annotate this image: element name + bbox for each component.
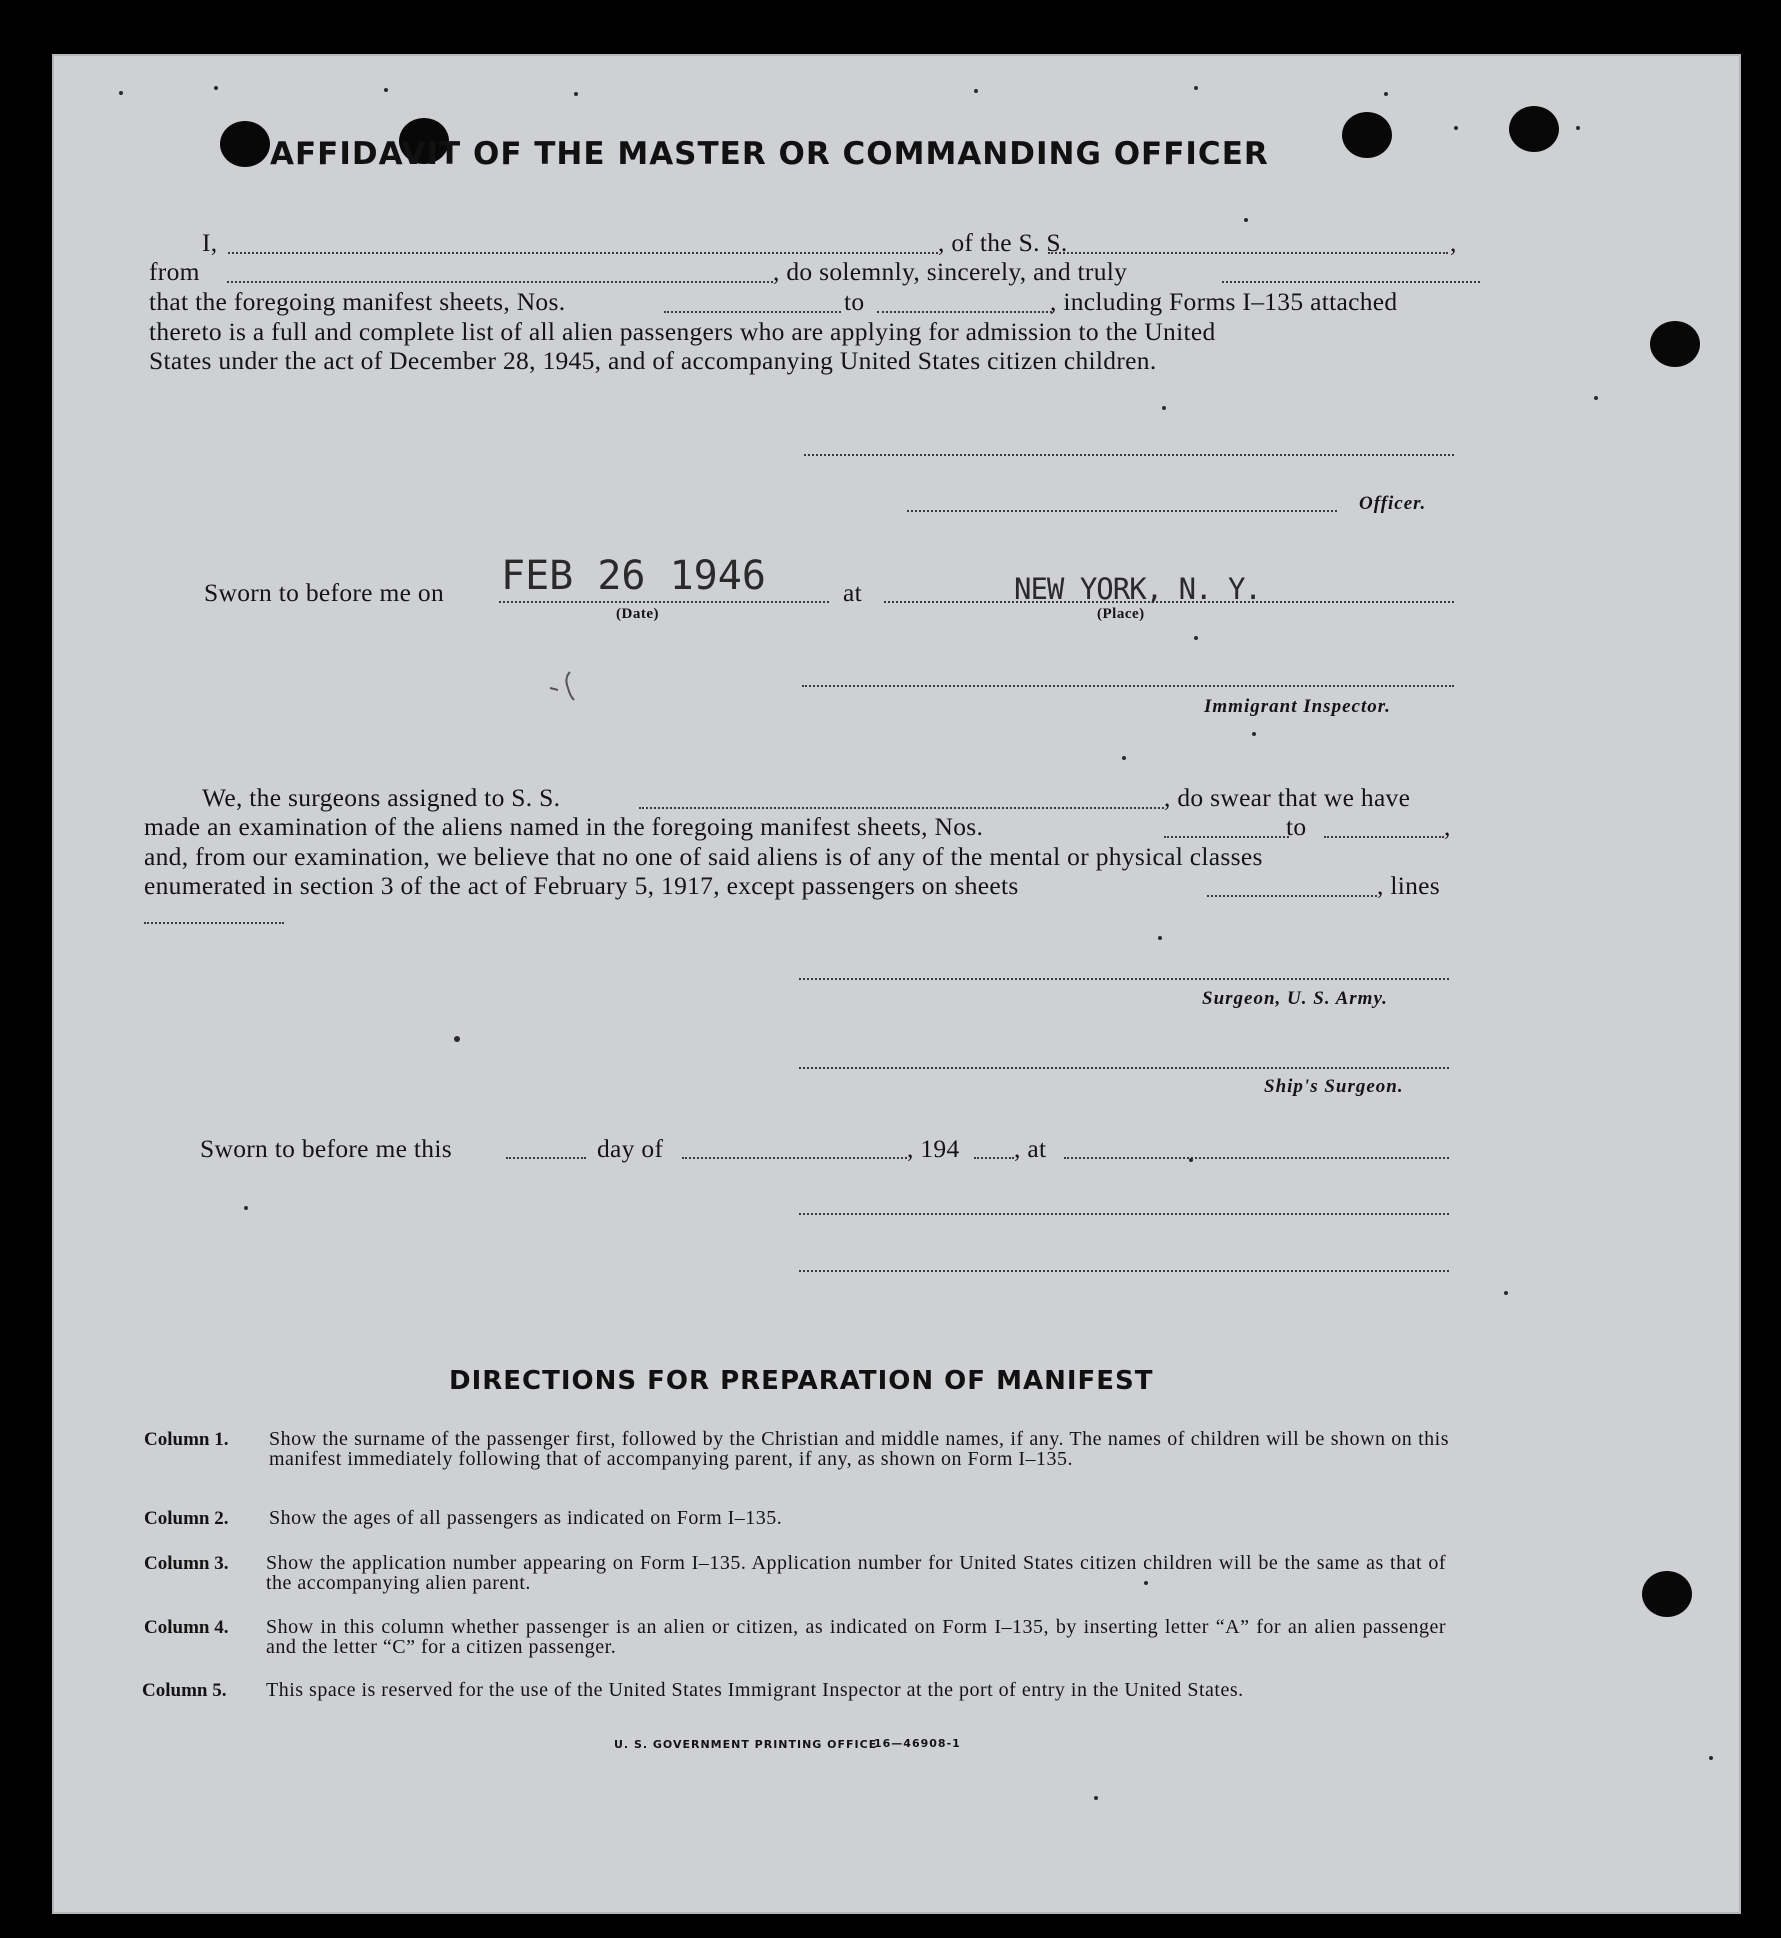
column-4-label: Column 4. [144,1617,229,1638]
punch-hole [1642,1571,1692,1617]
sworn-signature-field-2[interactable] [799,1270,1449,1272]
surgeons-line-2: made an examination of the aliens named in the foregoing manifest sheets, Nos. [144,812,984,841]
sworn-year-field[interactable] [974,1157,1014,1159]
column-4-text: Show in this column whether passenger is an alien or citizen, as indicated on Form I–135, by inserting letter “A” for an alien passenger and the letter “C” for a citizen passenger. [266,1616,1446,1658]
affidavit-title: AFFIDAVIT OF THE MASTER OR COMMANDING OFFICER [270,136,1269,172]
form-code: 16—46908-1 [874,1737,961,1750]
inspector-signature-field[interactable] [802,685,1454,687]
paper-speck [244,1206,248,1210]
surgeons-line-4-lines: , lines [1377,871,1441,900]
sworn-this-label: Sworn to before me this [200,1134,452,1163]
sworn-day-of-label: day of [597,1134,664,1163]
affidavit-line-2-solemnly: , do solemnly, sincerely, and truly [773,257,1128,286]
column-1-label: Column 1. [144,1429,229,1450]
paper-speck [1094,1796,1098,1800]
ship-name-field[interactable] [1048,252,1448,254]
surgeons-line-2-to: to [1286,812,1307,841]
declaration-field[interactable] [1222,281,1480,283]
affidavit-line-1-i: I, [202,228,218,257]
punch-hole [1509,106,1559,152]
surgeons-line-4: enumerated in section 3 of the act of February 5, 1917, except passengers on sheets [144,871,1019,900]
surgeons-line-1-swear: , do swear that we have [1164,783,1411,812]
paper-speck [454,1036,460,1042]
paper-speck [119,91,123,95]
sworn-place2-field[interactable] [1064,1157,1449,1159]
column-2-label: Column 2. [144,1508,229,1529]
paper-speck [1194,636,1198,640]
excepted-sheets-field[interactable] [1207,895,1377,897]
affidavit-line-5: States under the act of December 28, 1945, and of accompanying United States citizen children. [149,346,1157,375]
officer-title-field[interactable] [907,510,1337,512]
surgeons-line-3: and, from our examination, we believe that no one of said aliens is of any of the mental or physical classes [144,842,1263,871]
paper-speck [1244,218,1248,222]
surgeons-line-1: We, the surgeons assigned to S. S. [202,783,561,812]
column-5-label: Column 5. [142,1680,227,1701]
paper-speck [574,92,578,96]
affidavit-line-4: thereto is a full and complete list of all alien passengers who are applying for admission to the United [149,317,1216,346]
date-stamp: FEB 26 1946 [501,553,766,599]
army-surgeon-label: Surgeon, U. S. Army. [1202,988,1388,1009]
surgeons-sheet-to-field[interactable] [1324,836,1444,838]
column-1-text: Show the surname of the passenger first, followed by the Christian and middle names, if any. The names of children will be shown on this manifest immediately following that of accompanying parent, if any, as shown on Form I–135. [269,1428,1449,1470]
place-caption: (Place) [1097,606,1145,622]
sheet-from-field[interactable] [664,311,841,313]
master-signature-field[interactable] [804,454,1454,456]
paper-speck [1576,126,1580,130]
paper-speck [214,86,218,90]
paper-speck [974,89,978,93]
paper-speck [1194,86,1198,90]
paper-speck [1504,1291,1508,1295]
paper-speck [1594,396,1598,400]
sworn-month-field[interactable] [682,1157,907,1159]
punch-hole [220,121,270,167]
column-3-text: Show the application number appearing on Form I–135. Application number for United States citizen children will be the same as that of the accompanying alien parent. [266,1552,1446,1594]
paper-speck [1709,1756,1713,1760]
affidavit-line-3-to: to [844,287,865,316]
master-name-field[interactable] [228,252,938,254]
excepted-lines-field[interactable] [144,922,284,924]
affidavit-line-1-comma: , [1450,228,1457,257]
column-2-text: Show the ages of all passengers as indicated on Form I–135. [269,1507,783,1529]
date-caption: (Date) [616,606,659,622]
affidavit-line-2-from: from [149,257,200,286]
printer-imprint: U. S. GOVERNMENT PRINTING OFFICE [614,1738,878,1751]
surgeons-ship-field[interactable] [639,807,1164,809]
column-5-text: This space is reserved for the use of the United States Immigrant Inspector at the port of entry in the United States. [266,1679,1244,1701]
sworn-signature-field-1[interactable] [799,1213,1449,1215]
paper-speck [1122,756,1126,760]
pencil-mark [544,666,584,706]
column-3-label: Column 3. [144,1553,229,1574]
sworn-at2-label: , at [1014,1134,1047,1163]
place-stamp: NEW YORK, N. Y. [1014,572,1261,606]
surgeons-sheet-from-field[interactable] [1164,836,1289,838]
inspector-label: Immigrant Inspector. [1204,696,1391,717]
punch-hole [1342,112,1392,158]
paper-speck [1158,936,1162,940]
sheet-to-field[interactable] [877,311,1052,313]
surgeons-line-2-comma: , [1444,812,1451,841]
sworn-year-label: , 194 [907,1134,960,1163]
punch-hole [1650,321,1700,367]
affidavit-line-3-sheets: that the foregoing manifest sheets, Nos. [149,287,566,316]
paper-speck [1454,126,1458,130]
affidavit-line-3-forms: , including Forms I–135 attached [1050,287,1398,316]
form-page [52,54,1741,1914]
sworn-date-field[interactable] [499,601,829,603]
officer-label: Officer. [1359,493,1427,514]
port-from-field[interactable] [227,281,773,283]
ship-surgeon-label: Ship's Surgeon. [1264,1076,1404,1097]
ship-surgeon-signature-field[interactable] [799,1067,1449,1069]
paper-speck [384,88,388,92]
paper-speck [1162,406,1166,410]
paper-speck [1252,732,1256,736]
sworn-at-label: at [843,578,863,607]
sworn-day-field[interactable] [506,1157,586,1159]
paper-speck [1384,92,1388,96]
directions-title: DIRECTIONS FOR PREPARATION OF MANIFEST [449,1366,1154,1396]
affidavit-line-1-ship: , of the S. S. [938,228,1068,257]
sworn-on-label: Sworn to before me on [204,578,444,607]
army-surgeon-signature-field[interactable] [799,978,1449,980]
